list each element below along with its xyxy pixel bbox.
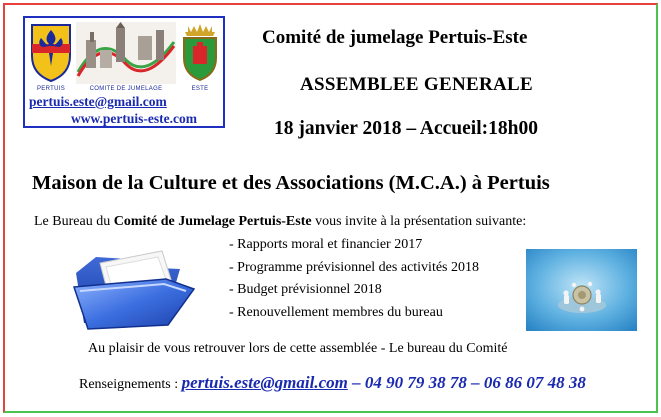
logo-caption: PERTUIS: [37, 86, 65, 92]
pertuis-shield-icon: [29, 22, 73, 84]
intro-before: Le Bureau du: [34, 214, 114, 229]
logo-website-link[interactable]: www.pertuis-este.com: [71, 111, 197, 126]
twin-towns-drawing: [76, 22, 176, 94]
event-date: 18 janvier 2018 – Accueil:18h00: [274, 118, 538, 139]
committee-title: Comité de jumelage Pertuis-Este: [262, 27, 528, 48]
logo-caption: COMITE DE JUMELAGE: [89, 86, 163, 92]
agenda-item: - Rapports moral et financier 2017: [229, 237, 423, 252]
contact-email-link[interactable]: pertuis.este@gmail.com: [181, 373, 348, 392]
venue-title: Maison de la Culture et des Associations (M.C.A.) à Pertuis: [32, 172, 550, 194]
intro-after: vous invite à la présentation suivante:: [311, 214, 527, 229]
agenda-list: [229, 236, 479, 327]
este-emblem: [179, 22, 221, 94]
jumelage-logo: [29, 22, 221, 94]
este-shield-icon: [179, 22, 221, 84]
intro-organization: Comité de Jumelage Pertuis-Este: [113, 214, 312, 229]
contact-phones: – 04 90 79 38 78 – 06 86 07 48 38: [347, 373, 586, 392]
logo-email-link[interactable]: pertuis.este@gmail.com: [29, 94, 167, 109]
contact-line: [79, 373, 586, 393]
agenda-item: - Renouvellement membres du bureau: [229, 305, 443, 321]
intro-text: [34, 214, 526, 230]
towns-illustration-icon: [76, 22, 176, 84]
folder-icon: [70, 243, 198, 333]
agenda-item: - Programme prévisionnel des activités 2018: [229, 259, 479, 275]
pertuis-emblem: [29, 22, 73, 94]
contact-label: Renseignements :: [79, 377, 182, 392]
agenda-item: - Budget prévisionnel 2018: [229, 282, 382, 298]
meeting-photo: [526, 249, 637, 331]
closing-text: Au plaisir de vous retrouver lors de cette assemblée - Le bureau du Comité: [88, 341, 508, 356]
logo-caption: ESTE: [191, 86, 209, 92]
logo-block: [23, 16, 225, 128]
event-title: ASSEMBLEE GENERALE: [300, 74, 533, 95]
